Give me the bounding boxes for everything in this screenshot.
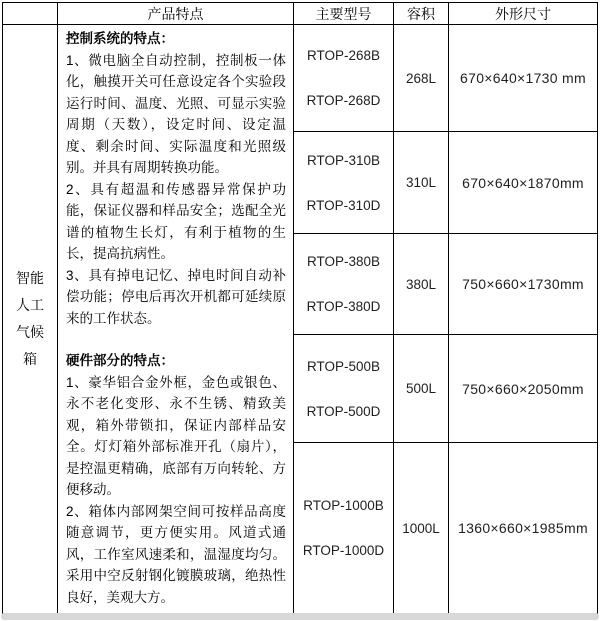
model-cell [294,132,394,234]
features-section1-title: 控制系统的特点： [66,31,174,46]
category-label: 智能人工气候箱 [15,270,44,367]
features-section2-item: 1、豪华铝合金外框，金色或银色、永不老化变形、永不生锈、精致美观，箱外带锁扣，保证内部样品安全。灯灯箱外部标准开孔（扇片），是控温更精确，底部有万向转轮、方便移动。 [66,374,286,497]
model-cell [294,443,394,614]
features-section1-item: 3、具有掉电记忆、掉电时间自动补偿功能；停电后再次开机都可延续原来的工作状态。 [66,267,286,326]
features-section2-item: 2、箱体内部网架空间可按样品高度随意调节，更方便实用。风道式通风，工作室风速柔和，温湿度均匀。采用中空反射钢化镀膜玻璃，绝热性良好，美观大方。 [66,503,286,605]
horizontal-scrollbar[interactable] [1,613,599,620]
model-cell [294,335,394,443]
spec-table [2,2,598,614]
header-row [3,3,598,25]
model-name: RTOP-380D [306,299,381,314]
capacity-value: 1000L [394,443,449,614]
model-name: RTOP-268D [306,93,381,108]
model-name: RTOP-1000D [302,543,385,558]
header-product-features: 产品特点 [58,3,294,25]
header-capacity: 容积 [394,3,449,25]
model-name: RTOP-1000B [303,498,384,513]
spec-row [3,25,598,132]
header-dimensions: 外形尺寸 [449,3,598,25]
features-section2-title: 硬件部分的特点： [66,353,174,368]
header-empty-cell [3,3,58,25]
features-section1-item: 1、微电脑全自动控制，控制板一体化，触摸开关可任意设定各个实验段运行时间、温度、光照、可显示实验周期（天数），设定时间、设定温度、剩余时间、实际温度和光照级别。并具有周期转换功能。 [66,52,286,175]
model-cell [294,234,394,335]
dimension-value: 750×660×1730mm [449,234,598,335]
model-cell [294,25,394,132]
model-name: RTOP-310D [306,197,381,213]
dimension-value: 750×660×2050mm [449,335,598,443]
model-name: RTOP-268B [306,48,381,63]
dimension-value: 1360×660×1985mm [449,443,598,614]
model-name: RTOP-310B [306,152,381,168]
features-cell [58,25,294,614]
model-name: RTOP-500B [306,358,381,374]
model-name: RTOP-500D [306,403,381,419]
header-main-model: 主要型号 [294,3,394,25]
capacity-value: 268L [394,25,449,132]
model-name: RTOP-380B [306,254,381,269]
capacity-value: 380L [394,234,449,335]
dimension-value: 670×640×1730 mm [449,25,598,132]
capacity-value: 310L [394,132,449,234]
dimension-value: 670×640×1870mm [449,132,598,234]
category-label-cell [3,25,58,614]
features-section1-item: 2、具有超温和传感器异常保护功能，保证仪器和样品安全；选配全光谱的植物生长灯，有利于植物的生长，提高抗病性。 [66,181,286,261]
capacity-value: 500L [394,335,449,443]
